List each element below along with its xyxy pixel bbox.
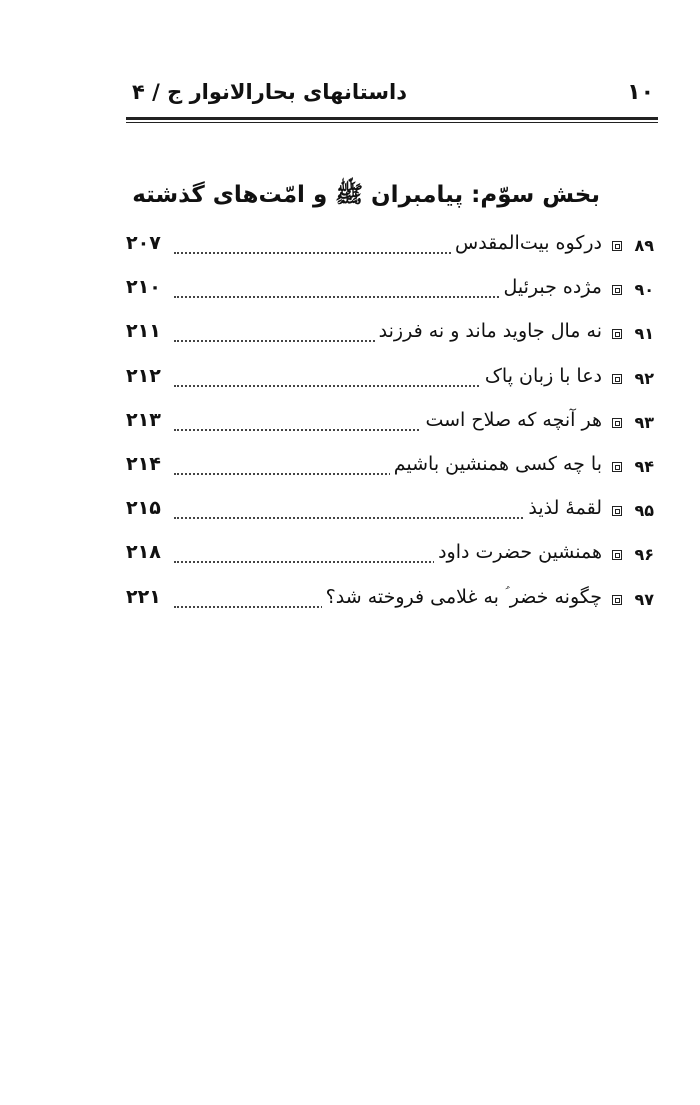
toc-entry[interactable] [126, 405, 658, 449]
toc-entry[interactable] [126, 449, 658, 493]
entry-number: ۹۷ [634, 589, 654, 609]
toc-entry[interactable] [126, 228, 658, 272]
toc-entry[interactable] [126, 582, 658, 626]
page-number: ۱۰ [627, 80, 654, 105]
square-bullet-icon [612, 285, 622, 295]
square-bullet-icon [612, 374, 622, 384]
entry-number: ۸۹ [634, 236, 654, 255]
header-rule-thick [126, 117, 658, 120]
header-rule-thin [126, 122, 658, 123]
entry-page-number: ۲۱۱ [126, 320, 161, 343]
entry-title: درکوه بیت‌المقدس [451, 232, 602, 254]
square-bullet-icon [612, 241, 622, 251]
entry-title: چگونه خضر ؑ به غلامی فروخته شد؟ [322, 586, 602, 608]
entry-number: ۹۴ [634, 456, 654, 476]
square-bullet-icon [612, 595, 622, 605]
entry-title: همنشین حضرت داود [434, 541, 602, 563]
table-of-contents [126, 228, 658, 626]
entry-title: لقمهٔ لذیذ [524, 497, 602, 519]
entry-page-number: ۲۲۱ [126, 585, 161, 608]
entry-number: ۹۳ [634, 412, 654, 432]
square-bullet-icon [612, 329, 622, 339]
entry-page-number: ۲۱۵ [126, 497, 161, 520]
running-header [128, 80, 658, 114]
entry-title: هر آنچه که صلاح است [421, 409, 602, 431]
entry-title: نه مال جاوید ماند و نه فرزند [375, 320, 602, 342]
toc-entry[interactable] [126, 493, 658, 537]
entry-page-number: ۲۱۸ [126, 541, 161, 564]
entry-title: با چه کسی همنشین باشیم [390, 453, 602, 475]
toc-entry[interactable] [126, 316, 658, 360]
entry-page-number: ۲۱۴ [126, 452, 161, 475]
entry-number: ۹۶ [634, 545, 654, 565]
entry-number: ۹۱ [634, 324, 654, 344]
section-title: بخش سوّم: پیامبران ﷺ و امّت‌های گذشته [132, 182, 600, 208]
entry-page-number: ۲۱۲ [126, 364, 161, 387]
square-bullet-icon [612, 462, 622, 472]
entry-page-number: ۲۱۰ [126, 276, 161, 299]
toc-entry[interactable] [126, 537, 658, 581]
toc-entry[interactable] [126, 272, 658, 316]
entry-page-number: ۲۱۳ [126, 408, 161, 431]
square-bullet-icon [612, 506, 622, 516]
square-bullet-icon [612, 550, 622, 560]
square-bullet-icon [612, 418, 622, 428]
book-title: داستانهای بحارالانوار ج / ۴ [132, 80, 408, 104]
entry-number: ۹۰ [634, 280, 654, 300]
entry-title: دعا با زبان پاک [481, 365, 602, 387]
entry-number: ۹۵ [634, 501, 654, 521]
entry-number: ۹۲ [634, 368, 654, 388]
entry-title: مژده جبرئیل [500, 276, 603, 298]
entry-page-number: ۲۰۷ [126, 232, 161, 254]
toc-entry[interactable] [126, 361, 658, 405]
